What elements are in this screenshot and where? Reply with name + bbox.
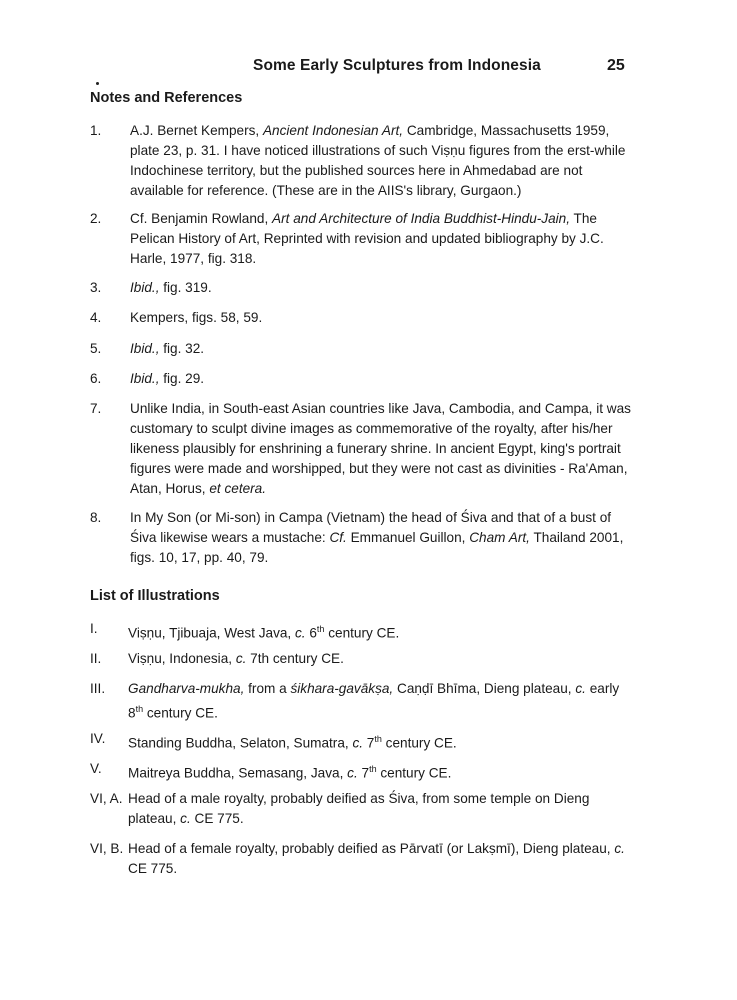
note-item [90,508,635,568]
text-run: Unlike India, in South-east Asian countries like Java, Cambodia, and Campa, it was customary to sculpt divine images as commemorative of the royalty, after his/her likeness plausibly for enshrining a funerary shrine. In ancient Egypt, king's portrait figures were made and worshipped, but they were not cast as divinities - Ra'Aman, Atan, Horus, [130,401,631,496]
note-item [90,399,635,499]
text-run: Kempers, figs. 58, 59. [130,310,263,325]
superscript-text: th [316,624,325,634]
italic-text: Ancient Indonesian Art, [262,123,404,138]
note-number: 3. [90,280,102,295]
text-run: 7 [363,735,375,751]
text-run: fig. 319. [159,280,212,295]
note-number: 6. [90,371,102,386]
illustration-caption [128,619,635,644]
text-run: 7 [357,765,370,781]
note-item [90,308,635,328]
illustration-number: III. [90,681,106,696]
note-number: 1. [90,123,102,138]
italic-text: c. [295,625,306,641]
italic-text: śikhara-gavākṣa, [290,681,394,696]
running-title: Some Early Sculptures from Indonesia [253,57,541,74]
illustration-item [90,679,635,724]
text-run: Cambridge, Massachusetts 1959, plate 23, p. 31. I have noticed illustrations of such Viṣṇu figures from the erst-while Indochinese territory, but the published sources here in Ahmedabad are not available for reference. (These are in the AIIS's library, Gurgaon.) [130,123,626,198]
illustration-caption [128,679,635,724]
page-number: 25 [607,57,625,74]
italic-text: Cf. [329,530,347,545]
illustration-caption [128,839,635,879]
note-number: 5. [90,341,102,356]
note-item [90,339,635,359]
note-number: 2. [90,211,102,226]
text-run: A.J. Bernet Kempers, [130,123,263,138]
text-run: early 8 [128,681,620,721]
text-run: Viṣṇu, Indonesia, [128,651,236,666]
illustration-item [90,789,635,829]
italic-text: c. [180,811,191,826]
illustration-item [90,839,635,879]
note-text [130,209,635,269]
text-run: century CE. [143,705,218,721]
note-text [130,278,635,298]
illustration-item [90,619,635,644]
italic-text: et cetera. [209,481,267,496]
illustration-number: V. [90,761,102,776]
text-run: In My Son (or Mi-son) in Campa (Vietnam) the head of Śiva and that of a bust of Śiva likewise wears a mustache: [130,510,612,545]
illustration-item [90,649,635,669]
illustration-number: VI, B. [90,841,124,856]
italic-text: Ibid., [130,341,160,356]
note-text [130,121,635,201]
text-run: from a [244,681,291,696]
illustration-number: IV. [90,731,106,746]
note-text [130,508,635,568]
italic-text: Art and Architecture of India Buddhist-Hindu-Jain, [272,211,571,226]
notes-heading: Notes and References [90,90,243,106]
italic-text: Cham Art, [469,530,530,545]
text-run: The Pelican History of Art, Reprinted with revision and updated bibliography by J.C. Harle, 1977, fig. 318. [130,211,604,266]
superscript-text: th [374,734,382,744]
italic-text: Gandharva-mukha, [128,681,245,696]
illustration-item [90,759,635,784]
text-run: CE 775. [190,811,244,826]
note-number: 4. [90,310,102,325]
text-run: Standing Buddha, Selaton, Sumatra, [128,735,353,751]
text-run: century CE. [381,735,457,751]
note-item [90,369,635,389]
note-text [130,399,635,499]
text-run: Caṇḍī Bhīma, Dieng plateau, [393,681,576,696]
text-run: CE 775. [128,861,178,876]
illustration-caption [128,729,635,754]
text-run: Emmanuel Guillon, [346,530,470,545]
text-run: fig. 29. [159,371,205,386]
text-run: Viṣṇu, Tjibuaja, West Java, [128,625,295,641]
illustration-caption [128,759,635,784]
italic-text: c. [614,841,625,856]
text-run: 7th century CE. [246,651,344,666]
text-run: century CE. [376,765,452,781]
illustration-number: II. [90,651,102,666]
illustration-caption [128,649,635,669]
text-run: 6 [305,625,317,641]
italic-text: c. [235,651,247,666]
text-run: Maitreya Buddha, Semasang, Java, [128,765,348,781]
note-number: 7. [90,401,102,416]
text-run: Head of a male royalty, probably deified as Śiva, from some temple on Dieng plateau, [128,791,590,826]
bullet-dot-mark [96,82,99,85]
text-run: fig. 32. [159,341,205,356]
italic-text: c. [352,735,364,751]
illustration-item [90,729,635,754]
running-header [0,57,737,79]
note-item [90,278,635,298]
text-run: century CE. [324,625,400,641]
note-text [130,369,635,389]
note-number: 8. [90,510,102,525]
illustration-number: VI, A. [90,791,123,806]
italic-text: c. [575,681,586,696]
superscript-text: th [369,764,377,774]
note-item [90,121,635,201]
superscript-text: th [135,704,144,714]
illustration-caption [128,789,635,829]
note-text [130,308,635,328]
illustration-number: I. [90,621,98,636]
note-text [130,339,635,359]
italic-text: Ibid., [130,371,160,386]
note-item [90,209,635,269]
text-run: Cf. Benjamin Rowland, [130,211,273,226]
italic-text: Ibid., [130,280,160,295]
text-run: Thailand 2001, figs. 10, 17, pp. 40, 79. [130,530,624,565]
text-run: Head of a female royalty, probably deified as Pārvatī (or Lakṣmī), Dieng plateau, [128,841,615,856]
illustrations-heading: List of Illustrations [90,588,220,604]
italic-text: c. [347,765,358,781]
